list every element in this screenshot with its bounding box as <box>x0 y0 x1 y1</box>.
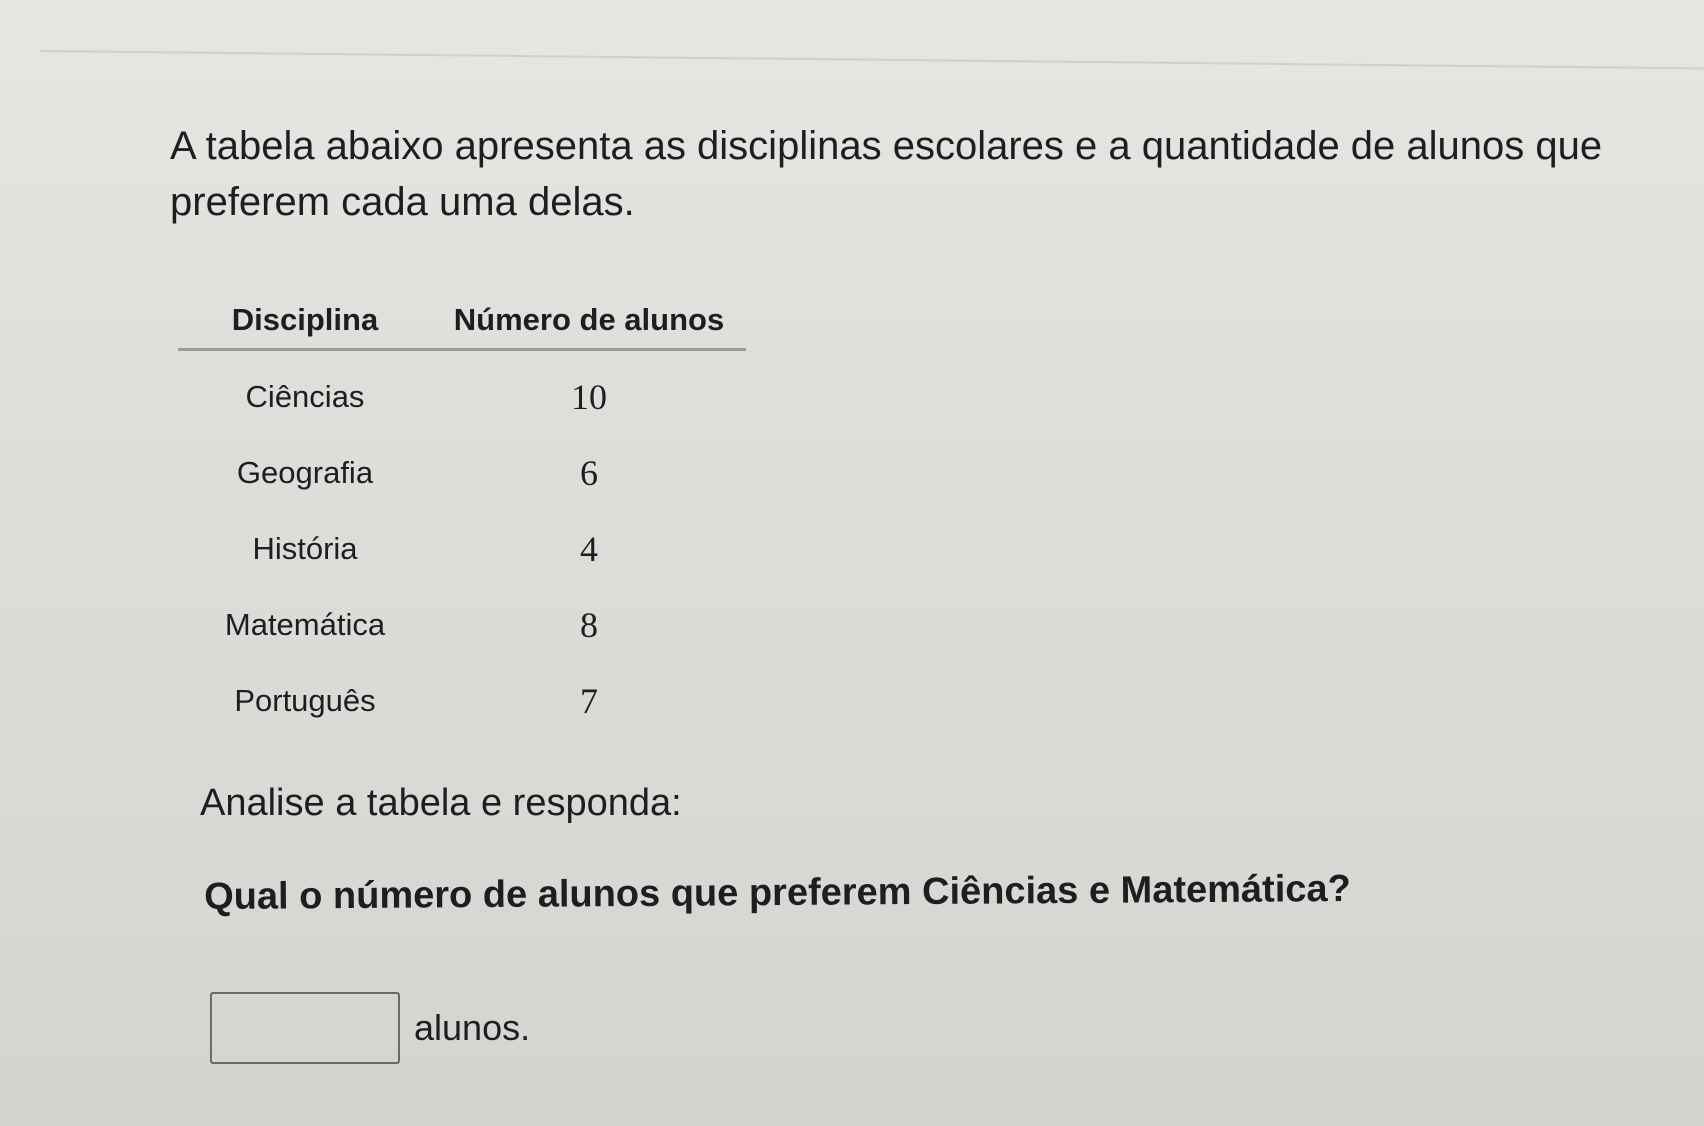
row-count: 10 <box>571 377 607 417</box>
table-body <box>178 359 746 739</box>
table-row <box>178 587 746 663</box>
table-row <box>178 663 746 739</box>
table-header <box>178 292 746 351</box>
row-subject: Ciências <box>245 379 365 414</box>
row-count: 6 <box>580 453 598 493</box>
header-count: Número de alunos <box>453 302 725 337</box>
answer-input[interactable] <box>210 992 400 1064</box>
intro-text: A tabela abaixo apresenta as disciplinas escolares e a quantidade de alunos que preferem cada uma delas. <box>170 124 1603 224</box>
header-subject: Disciplina <box>231 302 379 337</box>
row-count: 7 <box>580 681 598 721</box>
question-text: Qual o número de alunos que preferem Ciências e Matemática? <box>204 867 1351 918</box>
answer-row <box>210 992 530 1064</box>
table-row <box>178 511 746 587</box>
instruction-text: Analise a tabela e responda: <box>200 782 682 824</box>
row-subject: Português <box>234 683 376 718</box>
subjects-table <box>178 292 746 739</box>
row-subject: Geografia <box>236 455 374 490</box>
row-subject: Matemática <box>224 607 386 642</box>
row-subject: História <box>252 531 358 566</box>
answer-unit-label: alunos. <box>414 1007 531 1048</box>
table-row <box>178 359 746 435</box>
row-count: 4 <box>580 529 598 569</box>
top-divider <box>40 50 1704 69</box>
row-count: 8 <box>580 605 598 645</box>
table-row <box>178 435 746 511</box>
